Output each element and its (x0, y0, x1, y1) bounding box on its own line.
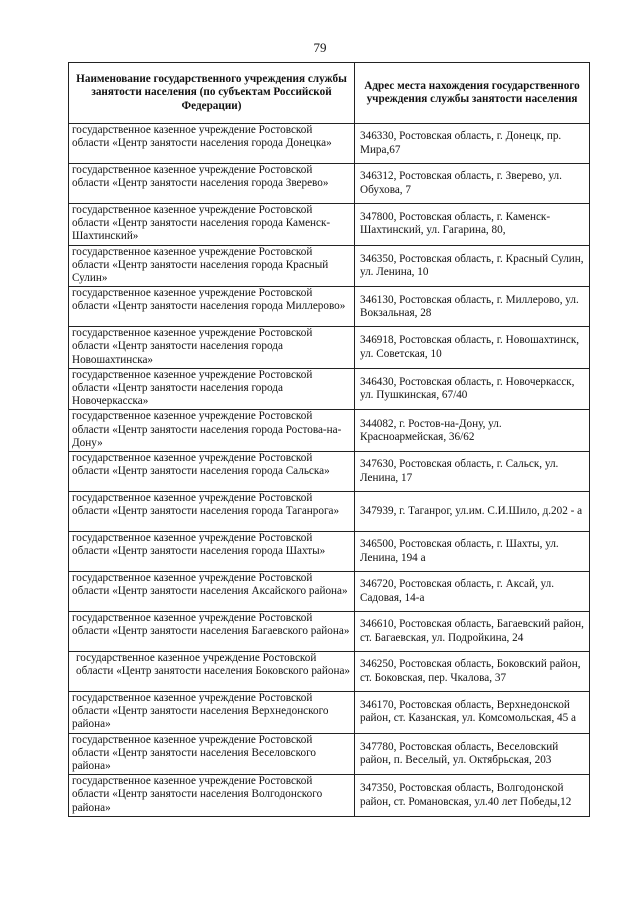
institution-address: 346350, Ростовская область, г. Красный Сулин, ул. Ленина, 10 (355, 245, 590, 287)
institution-name: государственное казенное учреждение Ростовской области «Центр занятости населения города Донецка» (69, 124, 355, 164)
header-institution-name: Наименование государственного учреждения службы занятости населения (по субъектам Российской Федерации) (69, 63, 355, 124)
table-row (69, 452, 590, 492)
table-row (69, 775, 590, 817)
header-institution-address: Адрес места нахождения государственного учреждения службы занятости населения (355, 63, 590, 124)
institution-name: государственное казенное учреждение Ростовской области «Центр занятости населения Боковского района» (69, 652, 355, 692)
institution-address: 344082, г. Ростов-на-Дону, ул. Красноармейская, 36/62 (355, 410, 590, 452)
institution-address: 346170, Ростовская область, Верхнедонской район, ст. Казанская, ул. Комсомольская, 45 а (355, 692, 590, 734)
table-row (69, 410, 590, 452)
table-header-row (69, 63, 590, 124)
institution-name: государственное казенное учреждение Ростовской области «Центр занятости населения Багаевского района» (69, 612, 355, 652)
table-row (69, 692, 590, 734)
institution-address: 346430, Ростовская область, г. Новочеркасск, ул. Пушкинская, 67/40 (355, 368, 590, 410)
institution-address: 346720, Ростовская область, г. Аксай, ул. Садовая, 14-а (355, 572, 590, 612)
table-row (69, 532, 590, 572)
institution-name: государственное казенное учреждение Ростовской области «Центр занятости населения города Миллерово» (69, 287, 355, 327)
institution-name: государственное казенное учреждение Ростовской области «Центр занятости населения Волгодонского района» (69, 775, 355, 817)
institution-address: 347800, Ростовская область, г. Каменск-Шахтинский, ул. Гагарина, 80, (355, 204, 590, 246)
institution-name: государственное казенное учреждение Ростовской области «Центр занятости населения города Шахты» (69, 532, 355, 572)
table-row (69, 612, 590, 652)
institution-address: 346500, Ростовская область, г. Шахты, ул. Ленина, 194 а (355, 532, 590, 572)
table-row (69, 204, 590, 246)
institution-address: 347939, г. Таганрог, ул.им. С.И.Шило, д.202 - а (355, 492, 590, 532)
institution-name: государственное казенное учреждение Ростовской области «Центр занятости населения города Сальска» (69, 452, 355, 492)
institution-name: государственное казенное учреждение Ростовской области «Центр занятости населения города Новошахтинска» (69, 327, 355, 369)
institution-address: 346610, Ростовская область, Багаевский район, ст. Багаевская, ул. Подройкина, 24 (355, 612, 590, 652)
institution-address: 346312, Ростовская область, г. Зверево, ул. Обухова, 7 (355, 164, 590, 204)
institution-name: государственное казенное учреждение Ростовской области «Центр занятости населения города Красный Сулин» (69, 245, 355, 287)
table-row (69, 492, 590, 532)
table-row (69, 733, 590, 775)
institution-name: государственное казенное учреждение Ростовской области «Центр занятости населения города Новочеркасска» (69, 368, 355, 410)
institution-address: 347780, Ростовская область, Веселовский район, п. Веселый, ул. Октябрьская, 203 (355, 733, 590, 775)
table-row (69, 287, 590, 327)
employment-centers-table (68, 62, 590, 817)
institution-address: 347350, Ростовская область, Волгодонской район, ст. Романовская, ул.40 лет Победы,12 (355, 775, 590, 817)
table-row (69, 652, 590, 692)
institution-address: 346250, Ростовская область, Боковский район, ст. Боковская, пер. Чкалова, 37 (355, 652, 590, 692)
institution-name: государственное казенное учреждение Ростовской области «Центр занятости населения Верхнедонского района» (69, 692, 355, 734)
institution-address: 346330, Ростовская область, г. Донецк, пр. Мира,67 (355, 124, 590, 164)
institution-name: государственное казенное учреждение Ростовской области «Центр занятости населения Аксайского района» (69, 572, 355, 612)
table-row (69, 368, 590, 410)
page-number: 79 (313, 40, 327, 55)
institution-name: государственное казенное учреждение Ростовской области «Центр занятости населения Веселовского района» (69, 733, 355, 775)
institution-address: 346918, Ростовская область, г. Новошахтинск, ул. Советская, 10 (355, 327, 590, 369)
table-row (69, 327, 590, 369)
table-row (69, 572, 590, 612)
institution-name: государственное казенное учреждение Ростовской области «Центр занятости населения города Таганрога» (69, 492, 355, 532)
institution-name: государственное казенное учреждение Ростовской области «Центр занятости населения города Каменск-Шахтинский» (69, 204, 355, 246)
table-row (69, 245, 590, 287)
institution-address: 347630, Ростовская область, г. Сальск, ул. Ленина, 17 (355, 452, 590, 492)
table-row (69, 124, 590, 164)
table-row (69, 164, 590, 204)
institution-name: государственное казенное учреждение Ростовской области «Центр занятости населения города Ростова-на-Дону» (69, 410, 355, 452)
institution-name: государственное казенное учреждение Ростовской области «Центр занятости населения города Зверево» (69, 164, 355, 204)
institution-address: 346130, Ростовская область, г. Миллерово, ул. Вокзальная, 28 (355, 287, 590, 327)
